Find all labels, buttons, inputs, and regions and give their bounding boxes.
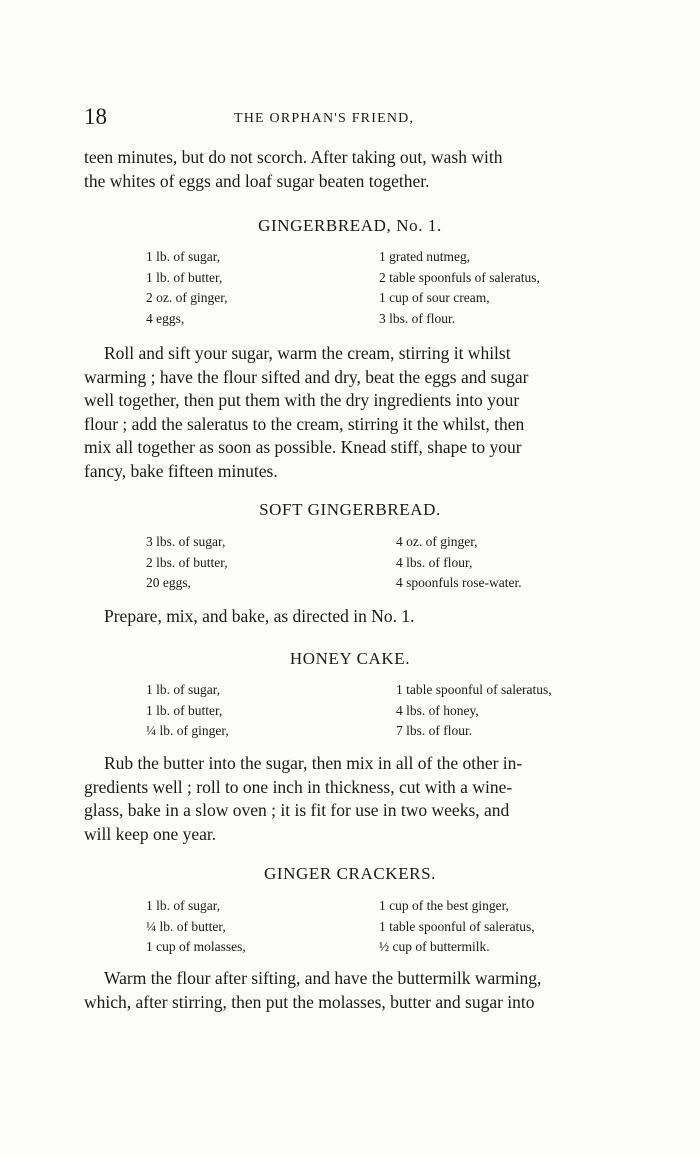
recipe-directions [84,752,618,846]
text-line: Warm the flour after sifting, and have the buttermilk warming, [104,968,542,988]
ingredient: 7 lbs. of flour. [396,723,473,738]
text-line: well together, then put them with the dry ingredients into your [84,390,520,410]
text-line: Prepare, mix, and bake, as directed in No. 1. [104,606,415,626]
recipe-directions [84,605,618,629]
text-line: teen minutes, but do not scorch. After taking out, wash with [84,147,503,167]
ingredient: 1 table spoonful of saleratus, [379,918,535,934]
ingredient: 3 lbs. of flour. [379,310,456,326]
recipe-title: HONEY CAKE. [289,649,411,668]
ingredient: 3 lbs. of sugar, [146,534,226,549]
ingredient: 20 eggs, [146,575,191,590]
ingredient: ¼ lb. of ginger, [146,723,229,738]
intro-paragraph [84,146,618,193]
text-line: Rub the butter into the sugar, then mix in all of the other in- [104,753,523,773]
text-line: which, after stirring, then put the molasses, butter and sugar into [84,991,535,1012]
recipe-directions [84,342,618,483]
page-header [84,104,604,134]
ingredient: 2 oz. of ginger, [146,290,228,305]
running-title: THE ORPHAN'S FRIEND, [234,111,415,126]
text-line: flour ; add the saleratus to the cream, stirring it the whilst, then [84,413,525,434]
ingredient: 4 oz. of ginger, [396,534,478,549]
ingredient: 1 lb. of sugar, [146,682,221,697]
ingredient-list-left [146,896,246,958]
ingredient-list-left [146,680,229,742]
ingredient-list-left [146,247,228,329]
text-line: mix all together as soon as possible. Knead stiff, shape to your [84,437,522,457]
ingredient: 2 table spoonfuls of saleratus, [379,269,540,285]
ingredient: ½ cup of buttermilk. [379,939,490,954]
recipe-directions [84,967,618,1014]
text-line: will keep one year. [84,823,217,844]
ingredient: 1 lb. of sugar, [146,898,221,913]
ingredient: 1 cup of sour cream, [379,290,490,305]
text-line: warming ; have the flour sifted and dry, beat the eggs and sugar [84,366,529,387]
recipe-title: GINGER CRACKERS. [263,864,437,883]
ingredient: 1 grated nutmeg, [379,249,471,264]
text-line: glass, bake in a slow oven ; it is fit for use in two weeks, and [84,800,510,820]
ingredient: 1 lb. of butter, [146,702,223,718]
text-line: Roll and sift your sugar, warm the cream, stirring it whilst [104,343,511,363]
text-line: the whites of eggs and loaf sugar beaten together. [84,170,430,191]
ingredient: 2 lbs. of butter, [146,554,228,570]
ingredient-list-right [379,247,540,329]
ingredient: 4 lbs. of flour, [396,554,473,570]
ingredient-list-left [146,532,228,594]
ingredient: 4 spoonfuls rose-water. [396,575,522,590]
ingredient: 1 table spoonful of saleratus, [396,682,552,697]
recipe-title: SOFT GINGERBREAD. [259,500,441,519]
page-number: 18 [84,104,107,129]
text-line: gredients well ; roll to one inch in thickness, cut with a wine- [84,776,513,797]
ingredient: 1 cup of molasses, [146,939,246,954]
recipe-title: GINGERBREAD, No. 1. [258,216,442,235]
ingredient: ¼ lb. of butter, [146,918,226,934]
ingredient-list-right [379,896,535,958]
ingredient: 4 eggs, [146,310,185,326]
ingredient: 4 lbs. of honey, [396,702,479,718]
ingredient: 1 cup of the best ginger, [379,898,509,913]
ingredient: 1 lb. of sugar, [146,249,221,264]
ingredient-list-right [396,532,522,594]
ingredient-list-right [396,680,552,742]
text-line: fancy, bake fifteen minutes. [84,460,278,481]
ingredient: 1 lb. of butter, [146,269,223,285]
